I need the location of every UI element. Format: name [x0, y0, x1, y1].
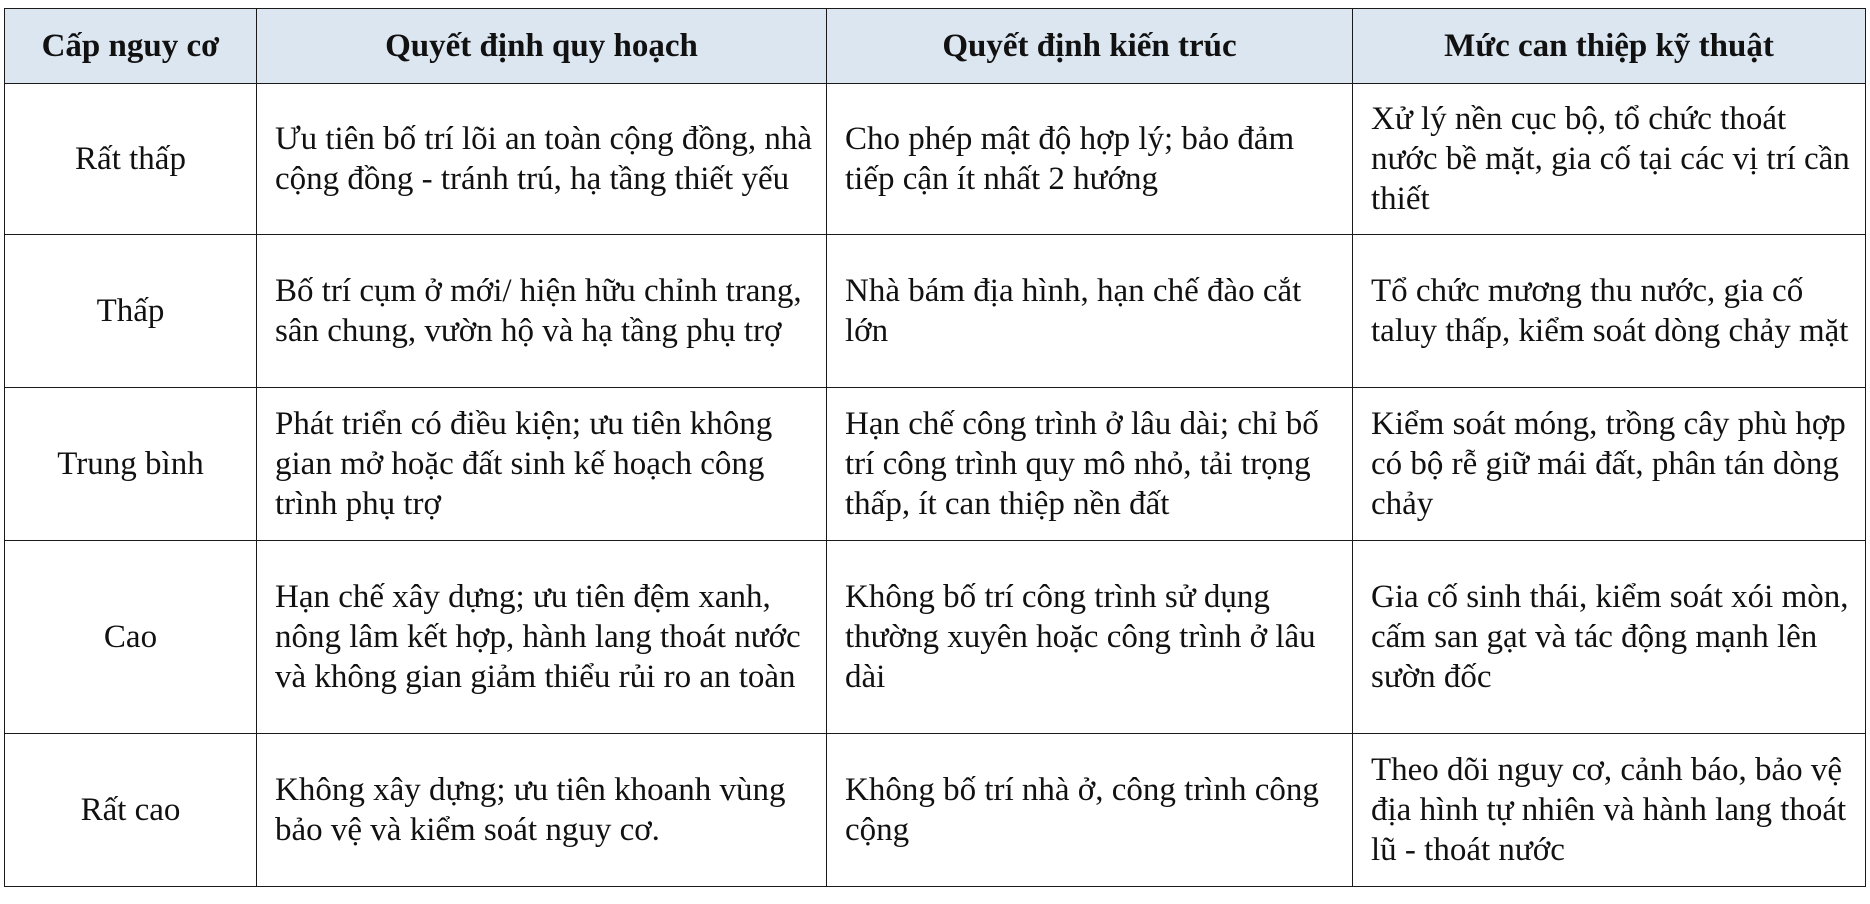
table-row [5, 235, 1866, 388]
table-row [5, 388, 1866, 541]
architecture-cell: Hạn chế công trình ở lâu dài; chỉ bố trí công trình quy mô nhỏ, tải trọng thấp, ít can thiệp nền đất [827, 388, 1353, 541]
table-row [5, 734, 1866, 887]
planning-cell: Không xây dựng; ưu tiên khoanh vùng bảo vệ và kiểm soát nguy cơ. [257, 734, 827, 887]
header-risk-level: Cấp nguy cơ [5, 9, 257, 84]
architecture-cell: Không bố trí nhà ở, công trình công cộng [827, 734, 1353, 887]
risk-decision-table [4, 8, 1866, 887]
table-header [5, 9, 1866, 84]
planning-cell: Bố trí cụm ở mới/ hiện hữu chỉnh trang, sân chung, vườn hộ và hạ tầng phụ trợ [257, 235, 827, 388]
architecture-cell: Cho phép mật độ hợp lý; bảo đảm tiếp cận ít nhất 2 hướng [827, 84, 1353, 235]
risk-level-cell: Rất thấp [5, 84, 257, 235]
table-body [5, 84, 1866, 887]
engineering-cell: Kiểm soát móng, trồng cây phù hợp có bộ rễ giữ mái đất, phân tán dòng chảy [1353, 388, 1866, 541]
engineering-cell: Xử lý nền cục bộ, tổ chức thoát nước bề mặt, gia cố tại các vị trí cần thiết [1353, 84, 1866, 235]
risk-level-cell: Cao [5, 541, 257, 734]
architecture-cell: Nhà bám địa hình, hạn chế đào cắt lớn [827, 235, 1353, 388]
risk-level-cell: Rất cao [5, 734, 257, 887]
header-architecture-decision: Quyết định kiến trúc [827, 9, 1353, 84]
engineering-cell: Theo dõi nguy cơ, cảnh báo, bảo vệ địa hình tự nhiên và hành lang thoát lũ - thoát nước [1353, 734, 1866, 887]
risk-level-cell: Thấp [5, 235, 257, 388]
architecture-cell: Không bố trí công trình sử dụng thường xuyên hoặc công trình ở lâu dài [827, 541, 1353, 734]
table-row [5, 541, 1866, 734]
header-row [5, 9, 1866, 84]
header-engineering-intervention: Mức can thiệp kỹ thuật [1353, 9, 1866, 84]
risk-table-container [4, 8, 1866, 887]
risk-level-cell: Trung bình [5, 388, 257, 541]
engineering-cell: Tổ chức mương thu nước, gia cố taluy thấp, kiểm soát dòng chảy mặt [1353, 235, 1866, 388]
planning-cell: Phát triển có điều kiện; ưu tiên không gian mở hoặc đất sinh kế hoạch công trình phụ trợ [257, 388, 827, 541]
planning-cell: Hạn chế xây dựng; ưu tiên đệm xanh, nông lâm kết hợp, hành lang thoát nước và không gian giảm thiểu rủi ro an toàn [257, 541, 827, 734]
table-row [5, 84, 1866, 235]
engineering-cell: Gia cố sinh thái, kiểm soát xói mòn, cấm san gạt và tác động mạnh lên sườn đốc [1353, 541, 1866, 734]
planning-cell: Ưu tiên bố trí lõi an toàn cộng đồng, nhà cộng đồng - tránh trú, hạ tầng thiết yếu [257, 84, 827, 235]
header-planning-decision: Quyết định quy hoạch [257, 9, 827, 84]
